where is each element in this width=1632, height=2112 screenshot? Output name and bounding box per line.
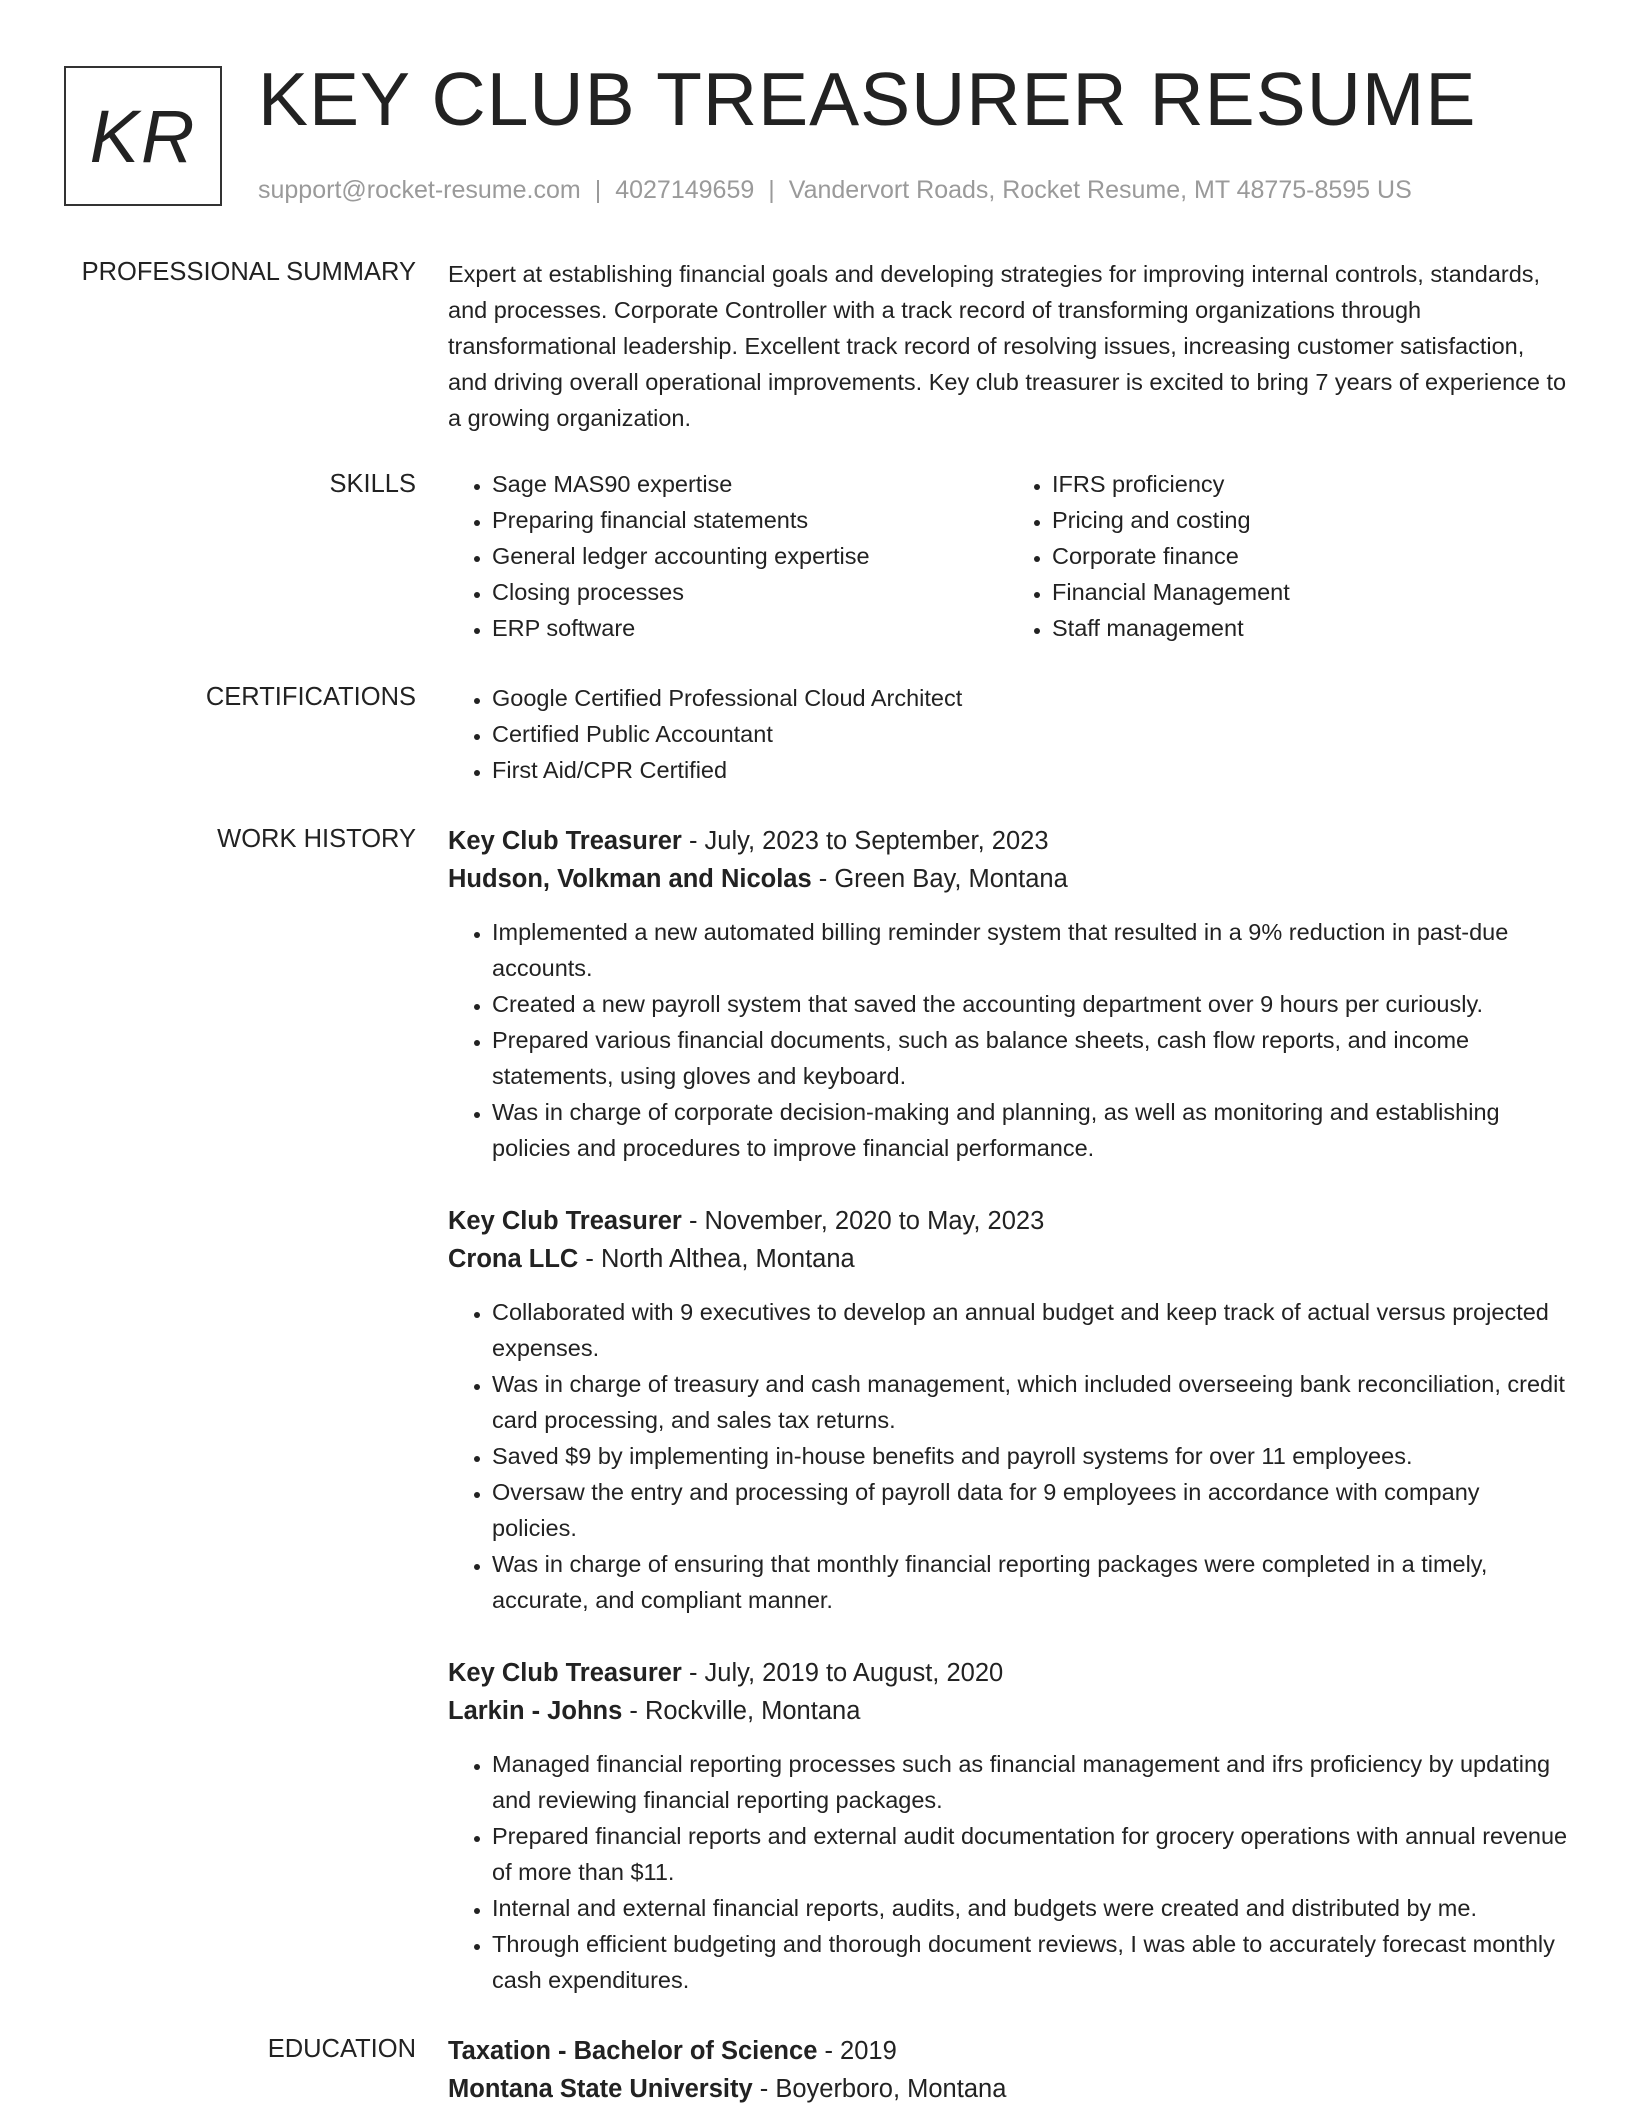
skills-list-right <box>1008 466 1568 646</box>
job-company-line <box>448 860 1568 898</box>
monogram: KR <box>64 66 222 206</box>
job-bullet: • Was in charge of ensuring that monthly financial reporting packages were completed in a timely, accurate, and compliant manner. <box>492 1546 1568 1618</box>
degree-line <box>448 2032 1568 2070</box>
certifications-section <box>448 680 1568 788</box>
job-location: - Green Bay, Montana <box>811 865 1068 893</box>
job-entry <box>448 1654 1568 1998</box>
skills-list-left <box>448 466 1008 646</box>
job-title: Key Club Treasurer <box>448 827 682 855</box>
job-bullet: • Saved $9 by implementing in-house benefits and payroll systems for over 11 employees. <box>492 1438 1568 1474</box>
certifications-label: CERTIFICATIONS <box>205 683 416 711</box>
education-label: EDUCATION <box>267 2035 416 2063</box>
contact-separator: | <box>768 176 775 204</box>
skill-item: • Closing processes <box>492 574 1008 610</box>
resume-title: KEY CLUB TREASURER RESUME <box>258 57 1477 141</box>
skill-item: • Preparing financial statements <box>492 502 1008 538</box>
job-title-line <box>448 822 1568 860</box>
job-bullet: • Implemented a new automated billing reminder system that resulted in a 9% reduction in past-due accounts. <box>492 914 1568 986</box>
certification-item: • Google Certified Professional Cloud Architect <box>492 680 1568 716</box>
job-location: - North Althea, Montana <box>578 1245 855 1273</box>
job-bullet: • Oversaw the entry and processing of payroll data for 9 employees in accordance with company policies. <box>492 1474 1568 1546</box>
contact-phone[interactable]: 4027149659 <box>615 176 755 204</box>
job-bullets <box>448 914 1568 1166</box>
certifications-list <box>448 680 1568 788</box>
job-bullet: • Prepared various financial documents, such as balance sheets, cash flow reports, and income statements, using gloves and keyboard. <box>492 1022 1568 1094</box>
job-company: Hudson, Volkman and Nicolas <box>448 865 812 893</box>
job-location: - Rockville, Montana <box>622 1697 861 1725</box>
skill-item: • General ledger accounting expertise <box>492 538 1008 574</box>
job-company-line <box>448 1692 1568 1730</box>
job-entry <box>448 1202 1568 1618</box>
skill-item: • IFRS proficiency <box>1052 466 1568 502</box>
summary-label: PROFESSIONAL SUMMARY <box>81 258 416 286</box>
job-title-line <box>448 1654 1568 1692</box>
skill-item: • Financial Management <box>1052 574 1568 610</box>
job-bullet: • Through efficient budgeting and thorough document reviews, I was able to accurately forecast monthly cash expenditures. <box>492 1926 1568 1998</box>
skills-section <box>448 466 1568 646</box>
job-bullet: • Prepared financial reports and external audit documentation for grocery operations with annual revenue of more than $11. <box>492 1818 1568 1890</box>
job-title: Key Club Treasurer <box>448 1207 682 1235</box>
job-bullet: • Was in charge of corporate decision-making and planning, as well as monitoring and establishing policies and procedures to improve financial performance. <box>492 1094 1568 1166</box>
skills-label: SKILLS <box>329 470 416 498</box>
job-dates: - July, 2023 to September, 2023 <box>681 827 1049 855</box>
job-entry <box>448 822 1568 1166</box>
job-company: Crona LLC <box>448 1245 579 1273</box>
school-line <box>448 2070 1568 2108</box>
job-bullet: • Was in charge of treasury and cash management, which included overseeing bank reconciliation, credit card processing, and sales tax returns. <box>492 1366 1568 1438</box>
job-company-line <box>448 1240 1568 1278</box>
skill-item: • Corporate finance <box>1052 538 1568 574</box>
job-title: Key Club Treasurer <box>448 1659 682 1687</box>
job-bullets <box>448 1294 1568 1618</box>
school-name: Montana State University <box>448 2075 753 2103</box>
degree: Taxation - Bachelor of Science <box>448 2037 818 2065</box>
education-section <box>448 2032 1568 2108</box>
job-company: Larkin - Johns <box>448 1697 623 1725</box>
job-dates: - November, 2020 to May, 2023 <box>681 1207 1045 1235</box>
job-bullets <box>448 1746 1568 1998</box>
job-title-line <box>448 1202 1568 1240</box>
job-bullet: • Managed financial reporting processes such as financial management and ifrs proficiency by updating and reviewing financial reporting packages. <box>492 1746 1568 1818</box>
work-history-label: WORK HISTORY <box>217 825 416 853</box>
school-location: - Boyerboro, Montana <box>752 2075 1007 2103</box>
job-bullet: • Collaborated with 9 executives to develop an annual budget and keep track of actual versus projected expenses. <box>492 1294 1568 1366</box>
skill-item: • ERP software <box>492 610 1008 646</box>
certification-item: • Certified Public Accountant <box>492 716 1568 752</box>
contact-email[interactable]: support@rocket-resume.com <box>258 176 581 204</box>
job-bullet: • Internal and external financial reports, audits, and budgets were created and distributed by me. <box>492 1890 1568 1926</box>
skill-item: • Pricing and costing <box>1052 502 1568 538</box>
job-dates: - July, 2019 to August, 2020 <box>681 1659 1004 1687</box>
contact-separator: | <box>594 176 602 204</box>
certification-item: • First Aid/CPR Certified <box>492 752 1568 788</box>
skill-item: • Sage MAS90 expertise <box>492 466 1008 502</box>
summary-text: Expert at establishing financial goals and developing strategies for improving internal controls, standards, and processes. Corporate Controller with a track record of transforming organizations through transformational leadership. Excellent track record of resolving issues, increasing customer satisfaction, and driving overall operational improvements. Key club treasurer is excited to bring 7 years of experience to a growing organization. <box>448 261 1567 431</box>
contact-line <box>258 176 1412 205</box>
contact-address: Vandervort Roads, Rocket Resume, MT 48775-8595 US <box>788 176 1412 204</box>
job-bullet: • Created a new payroll system that saved the accounting department over 9 hours per curiously. <box>492 986 1568 1022</box>
skill-item: • Staff management <box>1052 610 1568 646</box>
graduation-year: - 2019 <box>817 2037 897 2065</box>
summary-section <box>448 256 1568 436</box>
